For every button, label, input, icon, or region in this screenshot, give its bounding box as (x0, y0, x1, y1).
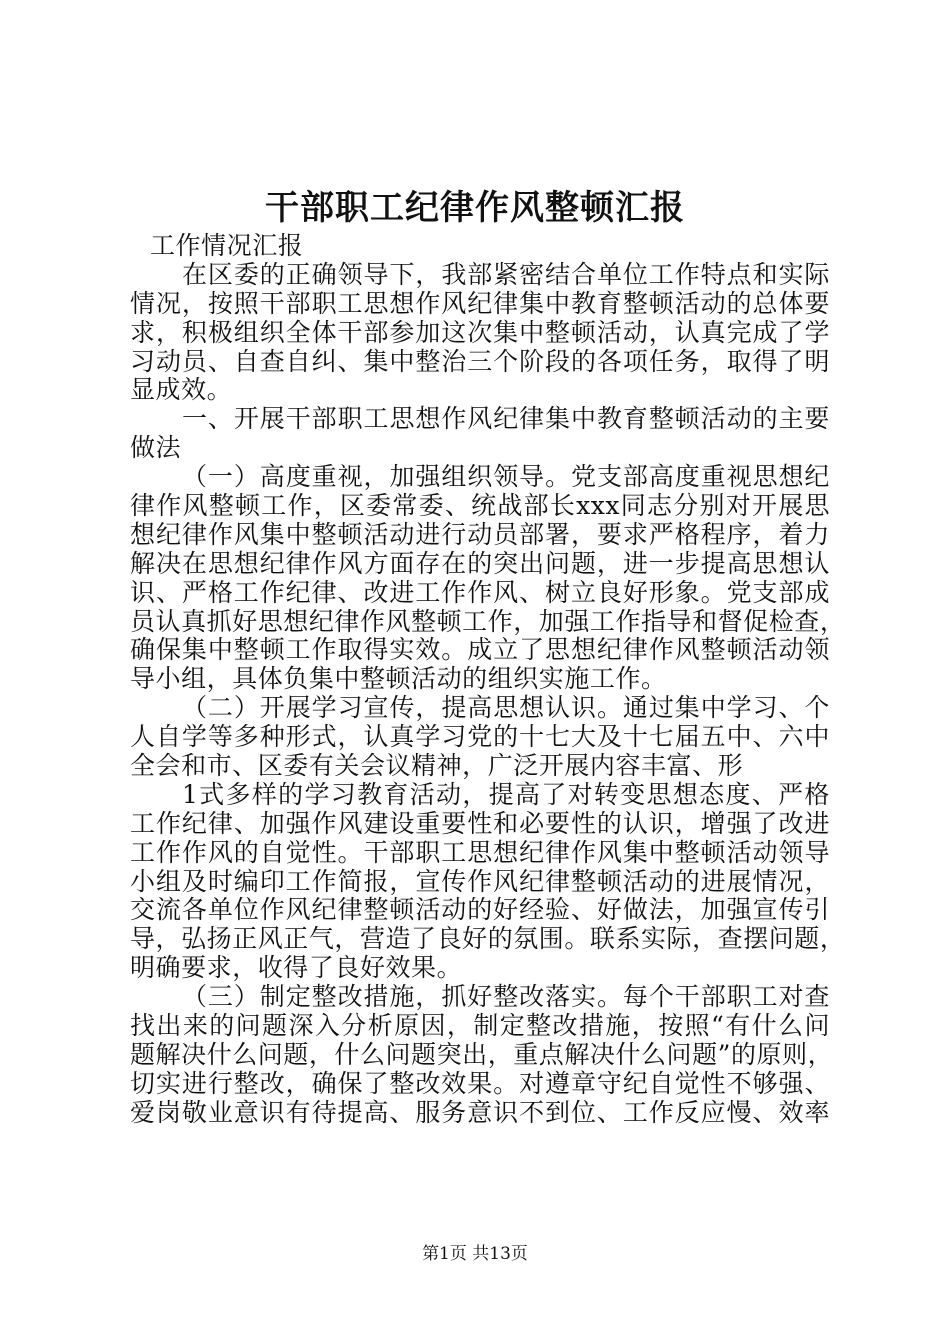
text-line: 1式多样的学习教育活动，提高了对转变思想态度、严格 (182, 779, 830, 809)
text-line: 找出来的问题深入分析原因，制定整改措施，按照“有什么问 (130, 1011, 830, 1041)
text-line: （二）开展学习宣传，提高思想认识。通过集中学习、个 (182, 693, 830, 723)
text-line: 导，弘扬正风正气，营造了良好的氛围。联系实际，查摆问题， (130, 924, 846, 954)
text-line: 想纪律作风集中整顿活动进行动员部署，要求严格程序，着力 (130, 519, 830, 549)
text-line: 切实进行整改，确保了整改效果。对遵章守纪自觉性不够强、 (130, 1068, 830, 1098)
text-line: 工作纪律、加强作风建设重要性和必要性的认识，增强了改进 (130, 808, 830, 838)
page-footer: 第1页 共13页 (422, 1244, 528, 1264)
text-line: 明确要求，收得了良好效果。 (130, 953, 463, 983)
text-line: 做法 (130, 433, 182, 463)
text-line: （三）制定整改措施，抓好整改落实。每个干部职工对查 (182, 982, 830, 1012)
text-line: 爱岗敬业意识有待提高、服务意识不到位、工作反应慢、效率 (130, 1097, 830, 1127)
text-line: 题解决什么问题，什么问题突出，重点解决什么问题”的原则， (130, 1039, 834, 1069)
text-line: 员认真抓好思想纪律作风整顿工作，加强工作指导和督促检查， (130, 606, 846, 636)
text-line: 识、严格工作纪律、改进工作作风、树立良好形象。党支部成 (130, 577, 830, 607)
text-line: 在区委的正确领导下，我部紧密结合单位工作特点和实际 (182, 259, 830, 289)
text-line: 人自学等多种形式，认真学习党的十七大及十七届五中、六中 (130, 722, 830, 752)
text-line: 交流各单位作风纪律整顿活动的好经验、好做法，加强宣传引 (130, 895, 830, 925)
text-line: 解决在思想纪律作风方面存在的突出问题，进一步提高思想认 (130, 548, 830, 578)
text-line: 确保集中整顿工作取得实效。成立了思想纪律作风整顿活动领 (130, 635, 830, 665)
text-line: 情况，按照干部职工思想作风纪律集中教育整顿活动的总体要 (130, 288, 830, 318)
text-line: 小组及时编印工作简报，宣传作风纪律整顿活动的进展情况， (130, 866, 830, 896)
text-line: 律作风整顿工作，区委常委、统战部长xxx同志分别对开展思 (130, 491, 830, 521)
text-line: （一）高度重视，加强组织领导。党支部高度重视思想纪 (182, 462, 830, 492)
document-title: 干部职工纪律作风整顿汇报 (265, 188, 685, 228)
text-line: 导小组，具体负集中整顿活动的组织实施工作。 (130, 664, 667, 694)
document-body (130, 231, 846, 1128)
text-line: 一、开展干部职工思想作风纪律集中教育整顿活动的主要 (182, 404, 830, 434)
text-line: 习动员、自查自纠、集中整治三个阶段的各项任务，取得了明 (130, 346, 830, 376)
text-line: 显成效。 (130, 375, 233, 405)
text-line: 全会和市、区委有关会议精神，广泛开展内容丰富、形 (130, 751, 744, 781)
text-line: 工作作风的自觉性。干部职工思想纪律作风集中整顿活动领导 (130, 837, 830, 867)
text-line: 求，积极组织全体干部参加这次集中整顿活动，认真完成了学 (130, 317, 830, 347)
text-line: 工作情况汇报 (150, 231, 304, 260)
